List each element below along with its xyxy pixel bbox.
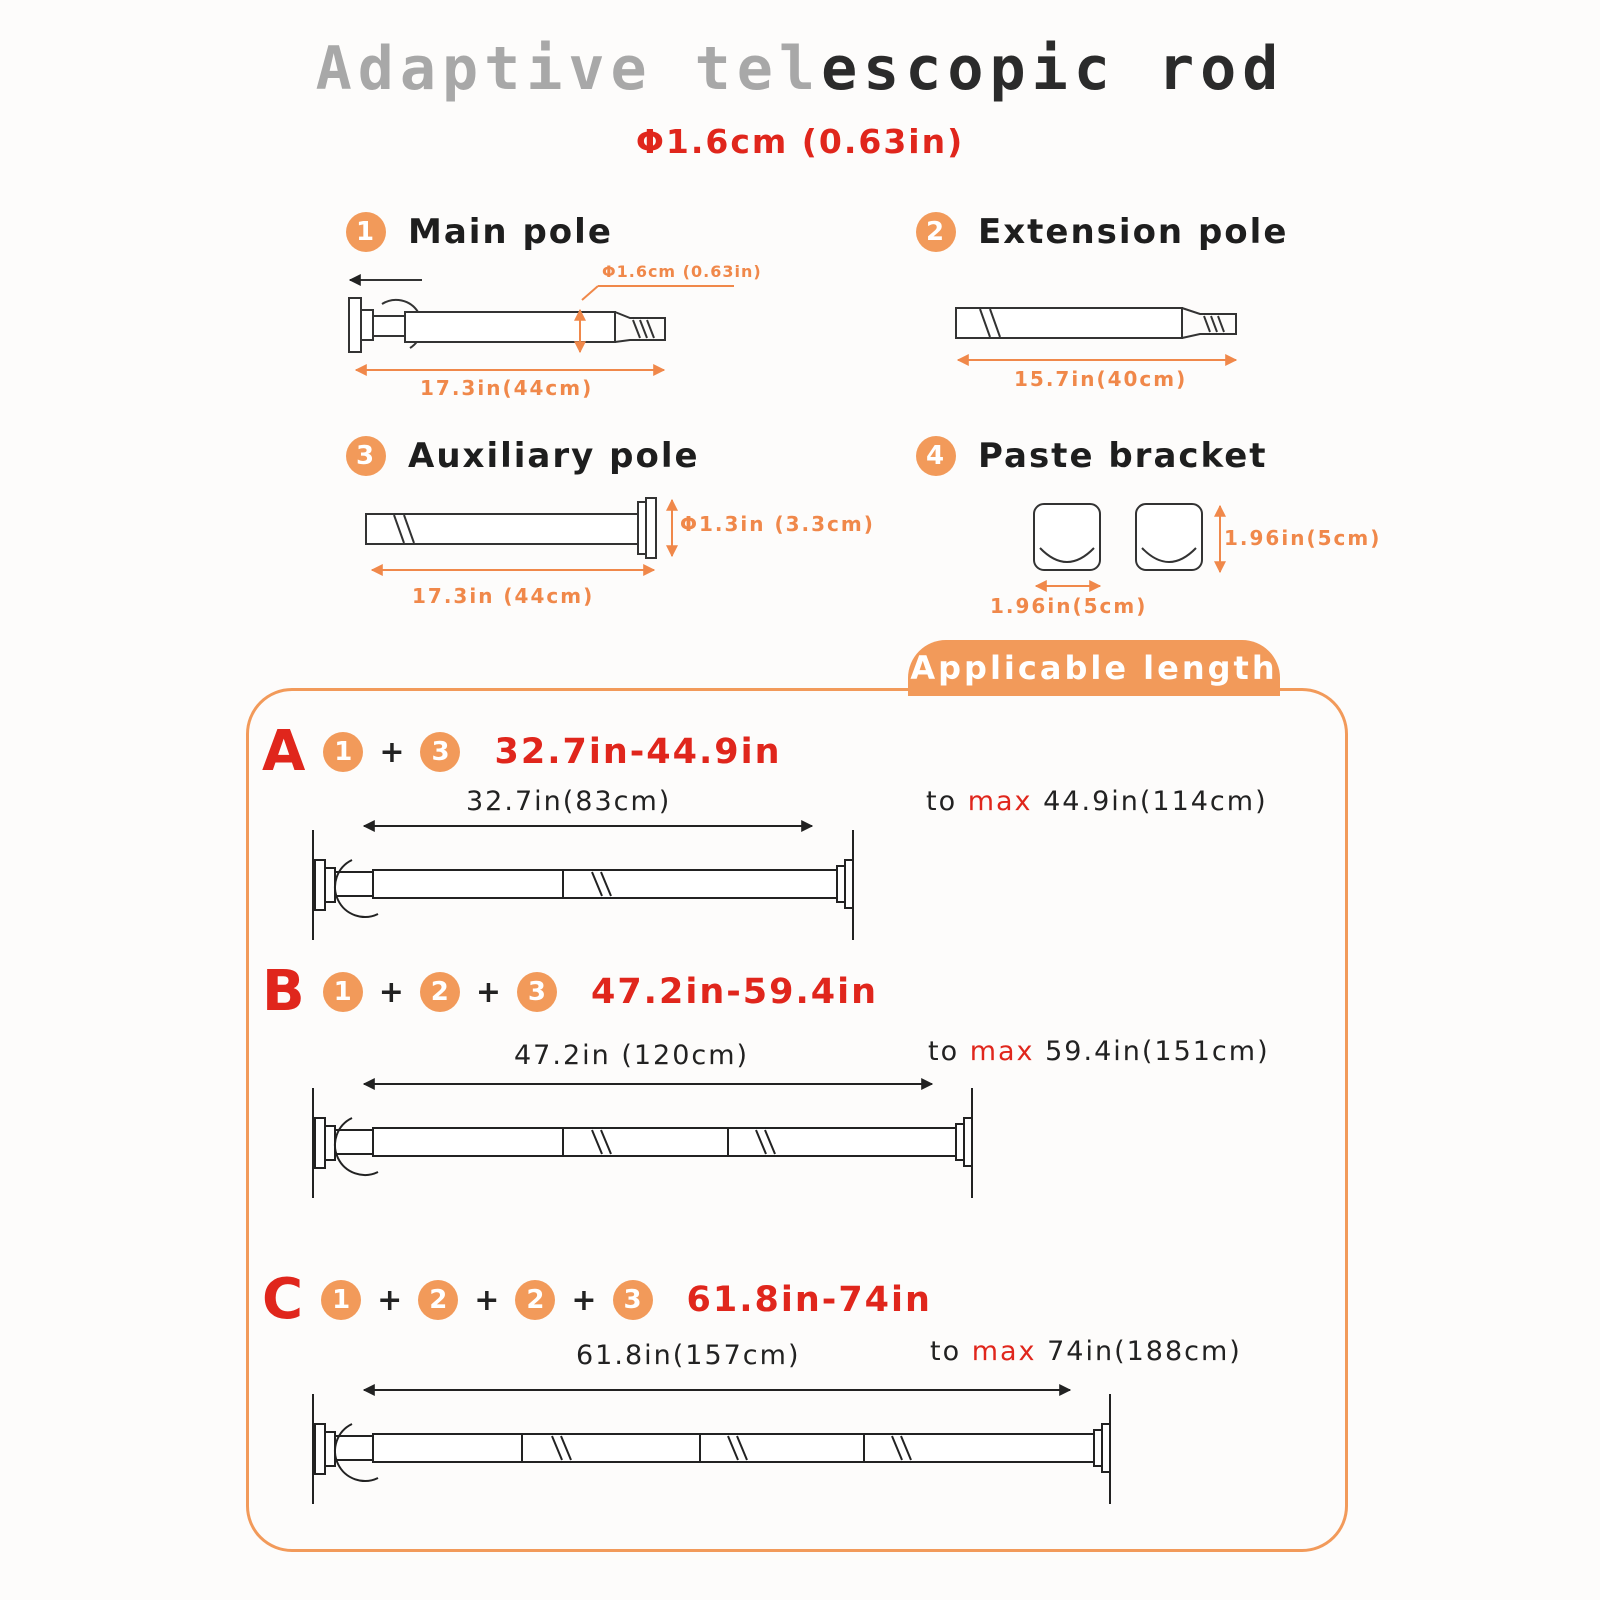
combo-range: 61.8in-74in (686, 1280, 932, 1320)
number-badge: 3 (420, 732, 460, 772)
max-value: 59.4in(151cm) (1045, 1036, 1270, 1067)
combo-b-rod-drawing (313, 1084, 972, 1198)
bracket-width-label: 1.96in(5cm) (990, 594, 1148, 618)
to-word: to (926, 786, 958, 817)
number-badge: 1 (323, 972, 363, 1012)
number-badge: 1 (323, 732, 363, 772)
combo-letter: A (262, 719, 306, 784)
main-pole-diameter-label: Φ1.6cm (0.63in) (602, 262, 762, 281)
extension-pole-length-label: 15.7in(40cm) (1014, 367, 1188, 391)
number-badge: 2 (418, 1280, 458, 1320)
max-word: max (969, 1036, 1035, 1067)
to-word: to (928, 1036, 960, 1067)
plus-sign: + (379, 734, 405, 770)
part-name: Extension pole (978, 212, 1289, 252)
number-badge: 2 (916, 212, 956, 252)
wall-cup (349, 298, 361, 352)
plus-sign: + (571, 1282, 597, 1318)
bracket-right (1136, 504, 1202, 570)
combo-a-min-length: 32.7in(83cm) (466, 786, 672, 817)
plus-sign: + (377, 1282, 403, 1318)
part-name: Main pole (408, 212, 613, 252)
title-faded-part: Adaptive tel (315, 34, 822, 104)
max-value: 74in(188cm) (1047, 1336, 1242, 1367)
combo-a-rod-drawing (313, 826, 853, 940)
auxiliary-pole-diameter-label: Φ1.3in (3.3cm) (680, 512, 875, 536)
extension-pole-drawing (956, 308, 1236, 338)
combo-range: 47.2in-59.4in (590, 972, 879, 1012)
max-word: max (971, 1336, 1037, 1367)
combo-letter: C (262, 1267, 304, 1332)
pole-tube (405, 312, 615, 342)
combo-b-min-length: 47.2in (120cm) (514, 1040, 750, 1071)
title-dark-part: escopic rod (821, 34, 1285, 104)
number-badge: 1 (321, 1280, 361, 1320)
number-badge: 1 (346, 212, 386, 252)
number-badge: 2 (515, 1280, 555, 1320)
number-badge: 4 (916, 436, 956, 476)
paste-bracket-drawing (1034, 504, 1202, 570)
bracket-left (1034, 504, 1100, 570)
max-word: max (967, 786, 1033, 817)
bracket-height-label: 1.96in(5cm) (1224, 526, 1382, 550)
main-pole-drawing (349, 280, 665, 352)
max-value: 44.9in(114cm) (1043, 786, 1268, 817)
combo-range: 32.7in-44.9in (494, 732, 782, 772)
rod-diameter: Φ1.6cm (0.63in) (635, 122, 965, 161)
plus-sign: + (474, 1282, 500, 1318)
plus-sign: + (378, 974, 404, 1010)
number-badge: 3 (613, 1280, 653, 1320)
number-badge: 2 (420, 972, 460, 1012)
to-word: to (930, 1336, 962, 1367)
combo-c-rod-drawing (313, 1390, 1110, 1504)
number-badge: 3 (517, 972, 557, 1012)
part-name: Paste bracket (978, 436, 1268, 476)
main-pole-length-label: 17.3in(44cm) (420, 376, 594, 400)
number-badge: 3 (346, 436, 386, 476)
combo-letter: B (262, 959, 305, 1024)
auxiliary-pole-drawing (366, 498, 656, 558)
part-name: Auxiliary pole (408, 436, 700, 476)
combo-c-min-length: 61.8in(157cm) (576, 1340, 801, 1371)
applicable-length-tab: Applicable length (908, 640, 1280, 696)
auxiliary-pole-length-label: 17.3in (44cm) (412, 584, 595, 608)
plus-sign: + (475, 974, 501, 1010)
